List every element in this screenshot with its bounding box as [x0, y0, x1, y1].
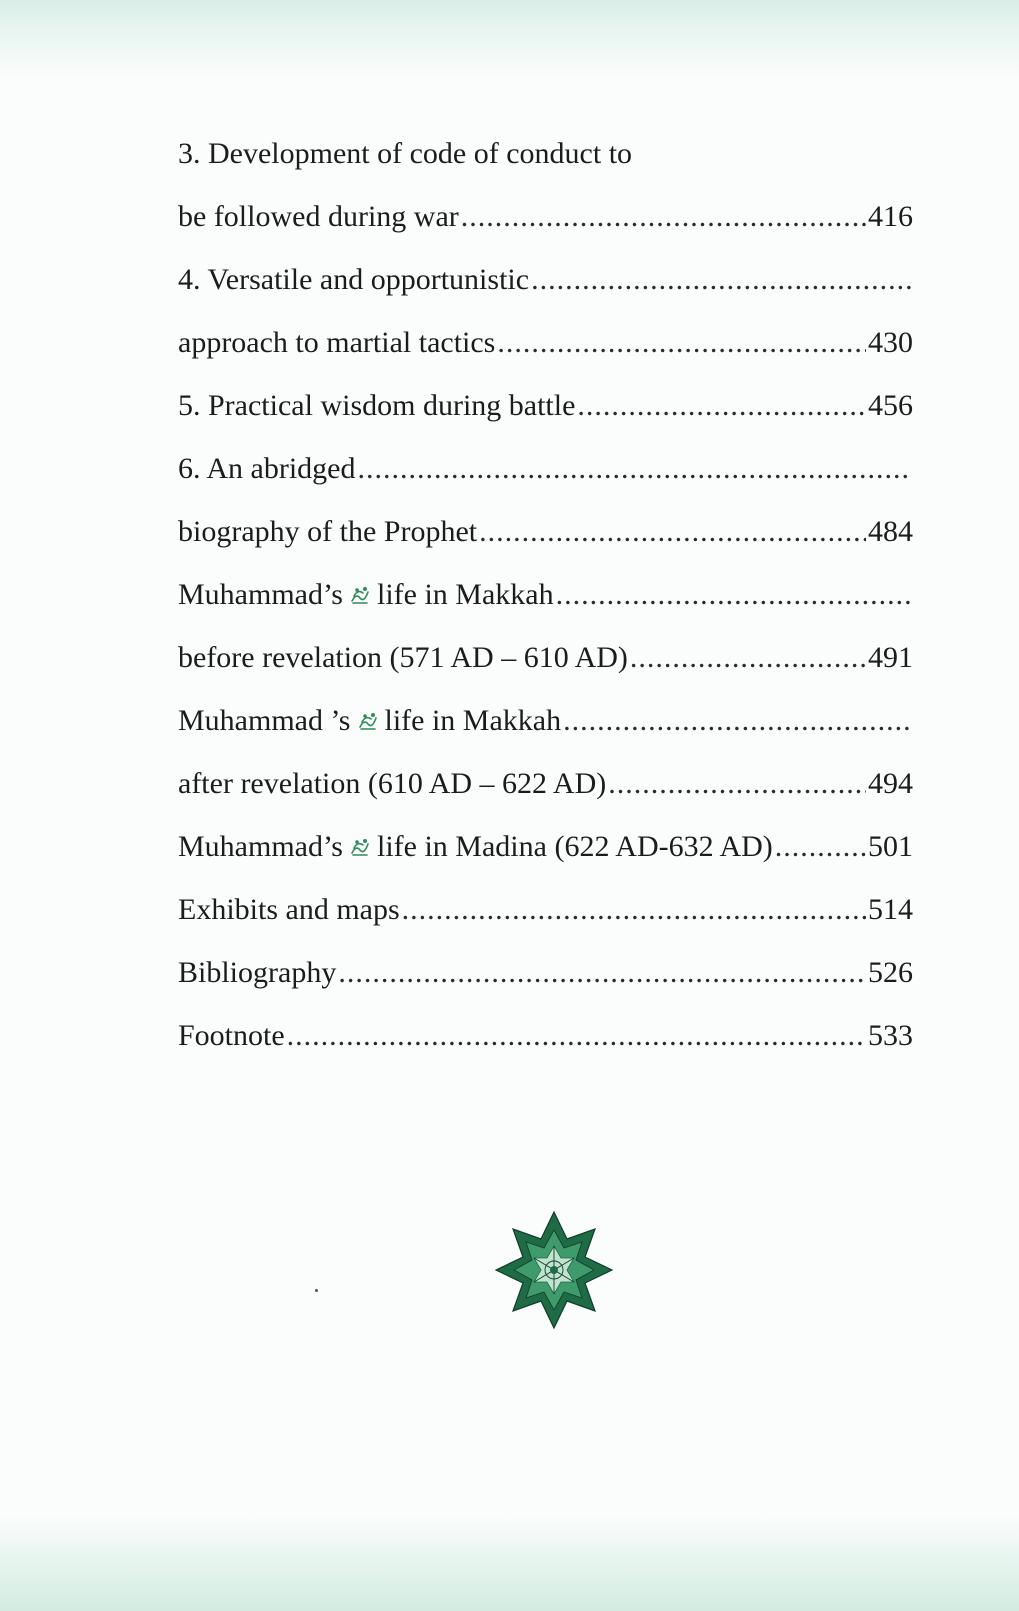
toc-entry-title-start: Muhammad’s	[178, 578, 343, 611]
toc-entry-3-line-2[interactable]	[178, 185, 913, 248]
toc-entry-title	[178, 563, 554, 626]
toc-entry-title: be followed during war	[178, 200, 459, 233]
toc-entry-title: 5. Practical wisdom during battle	[178, 389, 576, 422]
toc-entry-title-start: Muhammad’s	[178, 830, 343, 863]
toc-entry-makkah-before-line-1	[178, 563, 913, 626]
toc-page-number: 484	[868, 515, 913, 548]
toc-page-number: 514	[868, 893, 913, 926]
dot-leader	[608, 752, 866, 815]
toc-entry-title: biography of the Prophet	[178, 515, 478, 548]
toc-page-number: 501	[868, 830, 913, 863]
dot-leader	[479, 500, 866, 563]
toc-entry-title-end: life in Madina (622 AD-632 AD)	[377, 830, 773, 863]
toc-entry-title: 4. Versatile and opportunistic	[178, 263, 530, 296]
dot-leader	[630, 626, 866, 689]
dot-leader	[577, 374, 866, 437]
toc-entry-title: Exhibits and maps	[178, 893, 400, 926]
toc-entry-4-line-2[interactable]	[178, 311, 913, 374]
toc-entry-exhibits[interactable]	[178, 878, 913, 941]
toc-page-number: 494	[868, 767, 913, 800]
dot-leader	[563, 689, 911, 752]
toc-entry-makkah-after-line-2[interactable]	[178, 752, 913, 815]
toc-entry-title-end: life in Makkah	[377, 578, 554, 611]
toc-entry-title: after revelation (610 AD – 622 AD)	[178, 767, 607, 800]
toc-entry-title: approach to martial tactics	[178, 326, 496, 359]
toc-entry-bibliography[interactable]	[178, 941, 913, 1004]
toc-entry-title-start: Muhammad ’s	[178, 704, 351, 737]
toc-entry-title-end: life in Makkah	[384, 704, 562, 737]
toc-entry-makkah-before-line-2[interactable]	[178, 626, 913, 689]
dot-leader	[531, 248, 911, 311]
toc-entry-title	[178, 689, 561, 752]
toc-entry-title: Footnote	[178, 1019, 285, 1052]
print-speck	[315, 1289, 318, 1292]
toc-entry-3-line-1	[178, 122, 913, 185]
toc-entry-6-line-1	[178, 437, 913, 500]
toc-page-number: 491	[868, 641, 913, 674]
dot-leader	[556, 563, 911, 626]
toc-entry-title: 6. An abridged	[178, 452, 356, 485]
toc-entry-title: 3. Development of code of conduct to	[178, 137, 633, 170]
salawat-calligraphy-icon	[349, 836, 371, 858]
toc-entry-6-line-2[interactable]	[178, 500, 913, 563]
page-top-tint	[0, 0, 1019, 80]
toc-entry-4-line-1	[178, 248, 913, 311]
dot-leader	[338, 941, 866, 1004]
dot-leader	[497, 311, 866, 374]
toc-entry-title	[178, 815, 773, 878]
page-bottom-tint	[0, 1516, 1019, 1611]
toc-entry-title: Bibliography	[178, 956, 337, 989]
salawat-calligraphy-icon	[357, 710, 379, 732]
toc-entry-5[interactable]	[178, 374, 913, 437]
toc-page-number: 456	[868, 389, 913, 422]
salawat-calligraphy-icon	[349, 584, 371, 606]
toc-page-number: 416	[868, 200, 913, 233]
toc-page-number: 430	[868, 326, 913, 359]
toc-page-number: 533	[868, 1019, 913, 1052]
dot-leader	[461, 185, 866, 248]
dot-leader	[775, 815, 866, 878]
dot-leader	[287, 1004, 866, 1067]
toc-page-number: 526	[868, 956, 913, 989]
toc-entry-madina[interactable]	[178, 815, 913, 878]
toc-entry-makkah-after-line-1	[178, 689, 913, 752]
toc-entry-footnote[interactable]	[178, 1004, 913, 1067]
toc-entry-title: before revelation (571 AD – 610 AD)	[178, 641, 628, 674]
dot-leader	[402, 878, 866, 941]
islamic-star-rosette-icon	[494, 1210, 614, 1330]
table-of-contents	[178, 122, 913, 1067]
dot-leader	[357, 437, 911, 500]
